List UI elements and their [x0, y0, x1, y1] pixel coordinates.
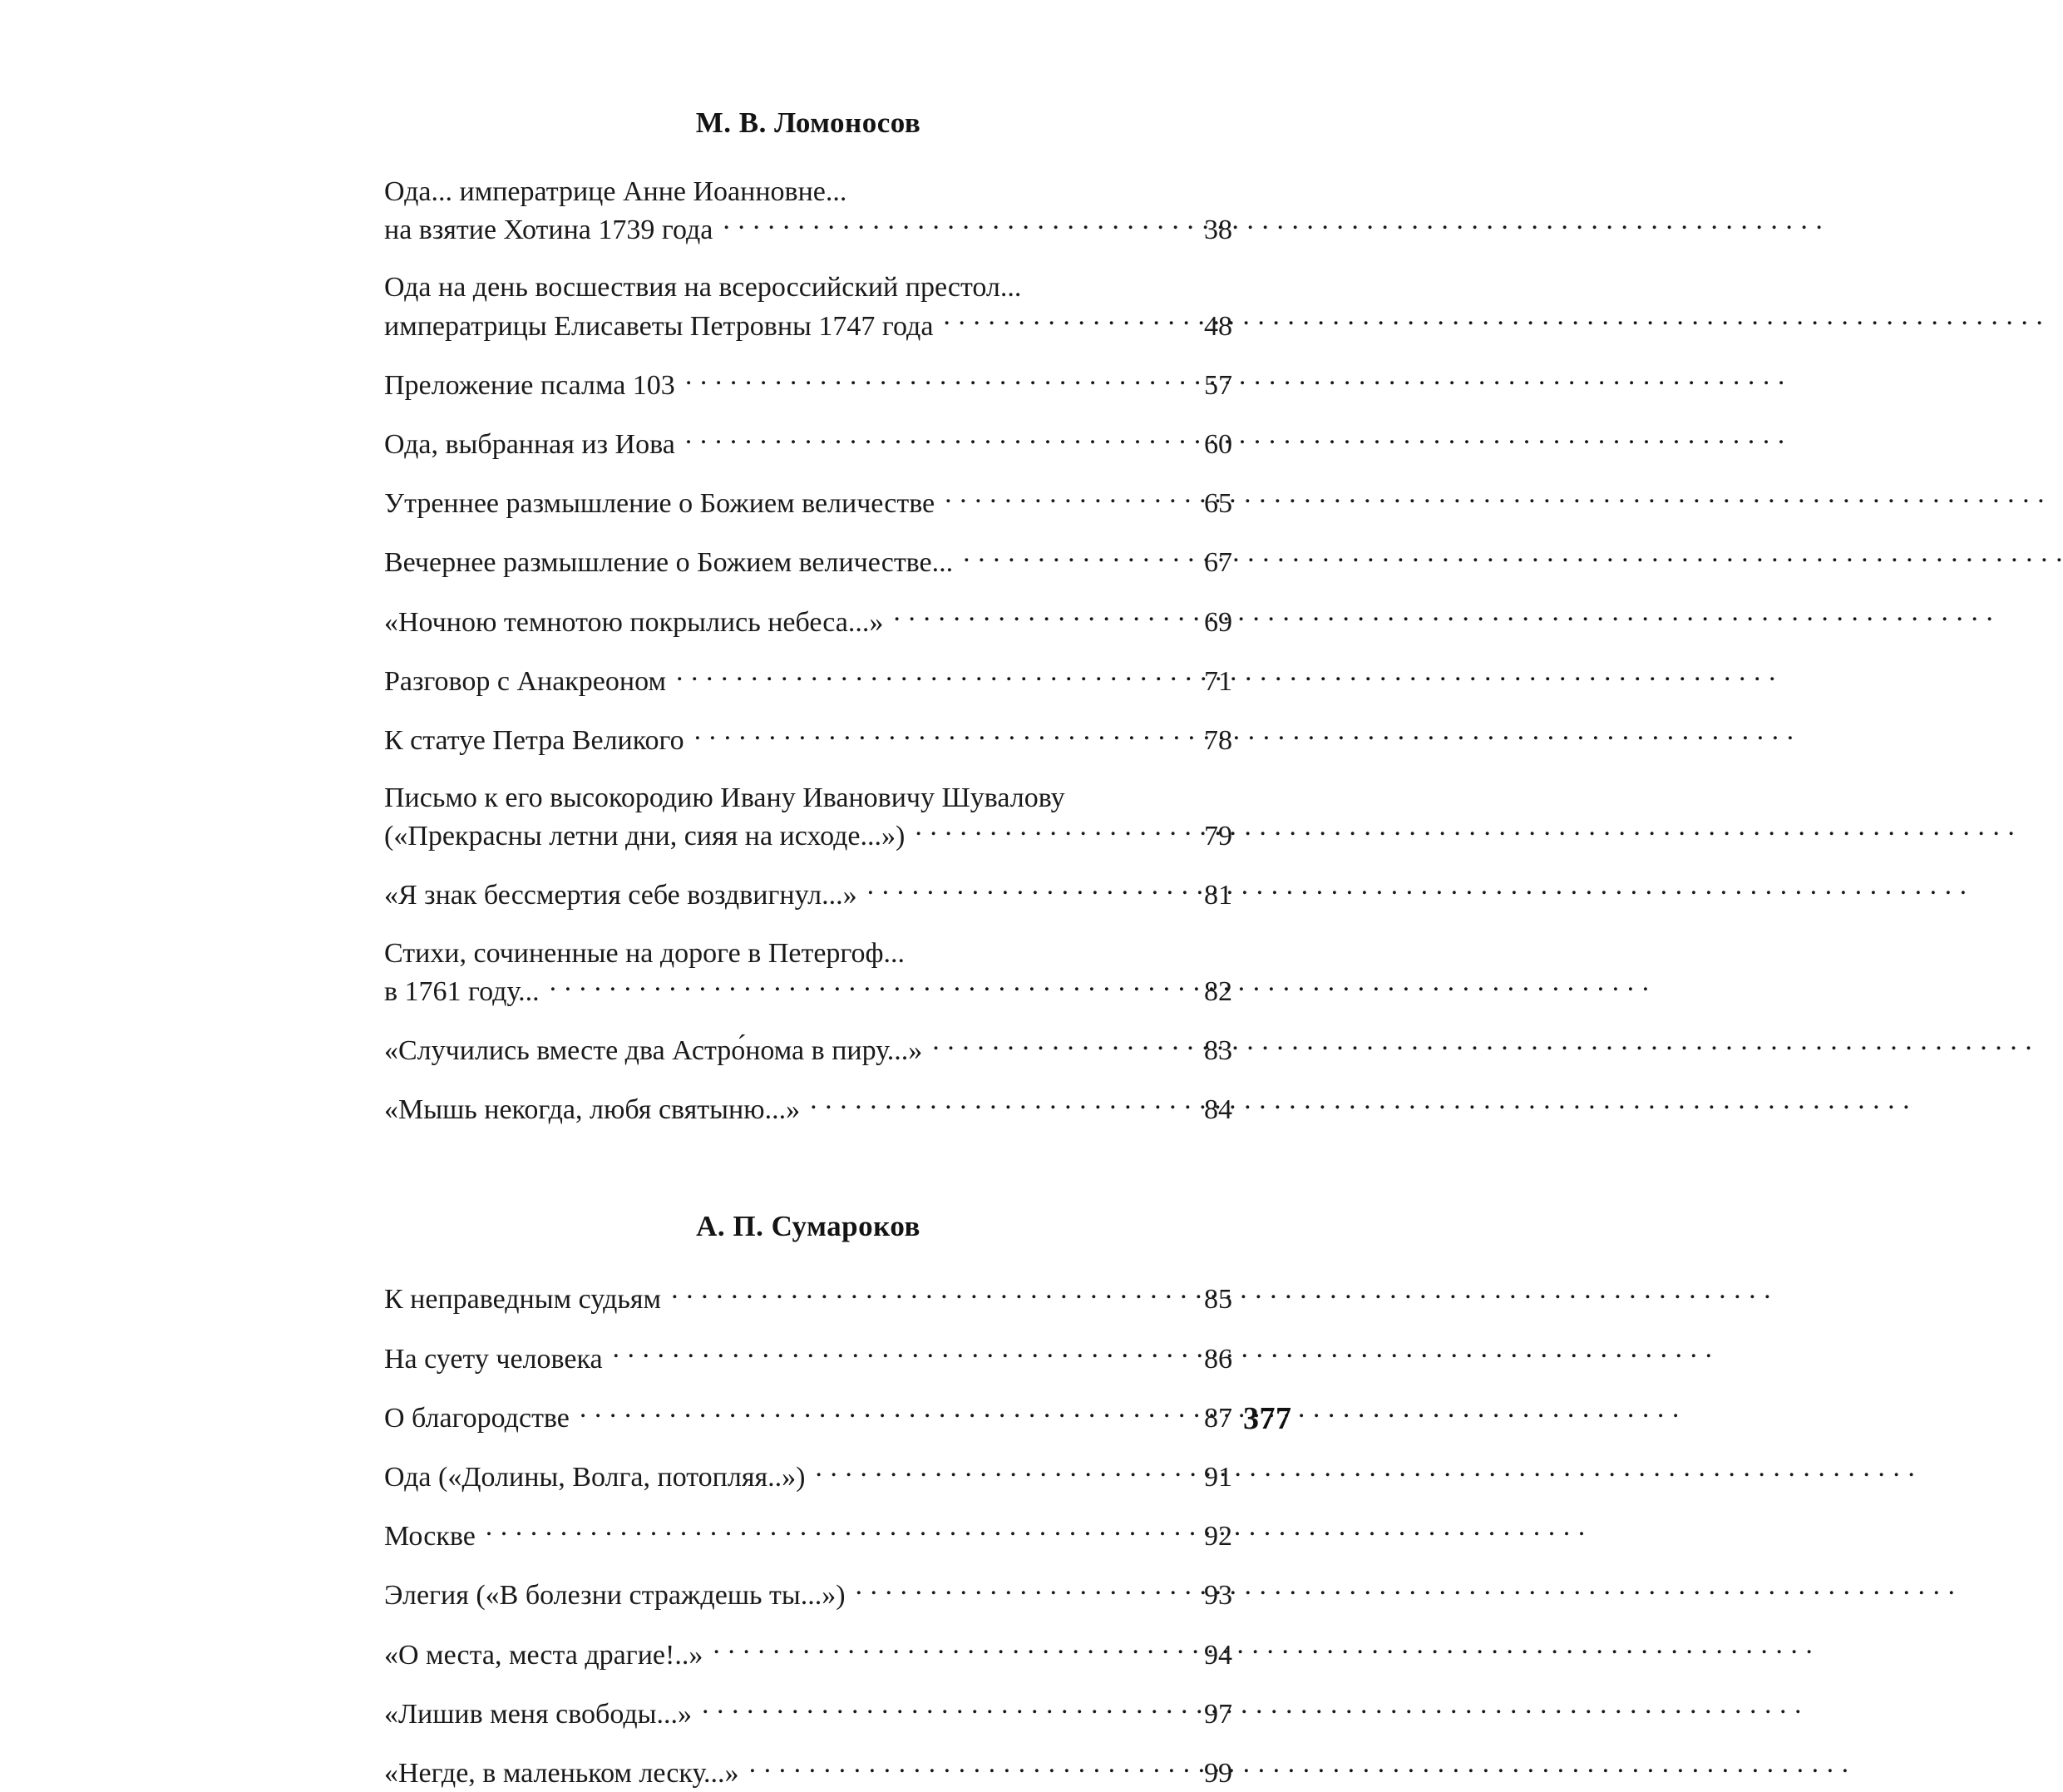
toc-entry[interactable] [384, 543, 1232, 581]
toc-entry[interactable] [384, 1576, 1232, 1614]
toc-entry-row [384, 972, 1232, 1010]
toc-entry-title: «Лишив меня свободы...» [384, 1698, 692, 1730]
toc-entry-row [384, 1754, 1232, 1792]
toc-entry-title: «Я знак бессмертия себе воздвигнул...» [384, 880, 857, 911]
leader-dots [486, 1517, 1172, 1545]
leader-dots [867, 876, 1172, 904]
toc-entry-title: «Мышь некогда, любя святыню...» [384, 1094, 801, 1126]
section-heading-lomonosov: М. В. Ломоносов [695, 106, 921, 139]
toc-entry[interactable] [384, 603, 1232, 641]
leader-dots [963, 543, 1172, 571]
toc-entry[interactable] [384, 174, 1232, 249]
toc-entry-page: 84 [1204, 1094, 1232, 1126]
section-heading-sumarokov: А. П. Сумароков [696, 1210, 920, 1243]
leader-dots [893, 603, 1172, 631]
toc-entry-row [384, 817, 1232, 855]
leader-dots [580, 1399, 1172, 1427]
toc-entry-title: «Случились вместе два Астро́нома в пиру...» [384, 1035, 923, 1066]
toc-entry-page: 79 [1204, 821, 1232, 852]
leader-dots [810, 1090, 1172, 1118]
toc-entry-title: К неправедным судьям [384, 1284, 662, 1316]
toc-entry-page: 86 [1204, 1343, 1232, 1375]
toc-entry[interactable] [384, 876, 1232, 914]
toc-entry-continuation: Ода... императрице Анне Иоанновне... [384, 176, 847, 207]
toc-entry[interactable] [384, 1280, 1232, 1318]
toc-entry[interactable] [384, 1636, 1232, 1674]
toc-entry-continuation: Стихи, сочиненные на дороге в Петергоф... [384, 937, 906, 969]
toc-entry-row [384, 1517, 1232, 1555]
toc-entry-title: Преложение псалма 103 [384, 369, 675, 401]
toc-entry-row [384, 210, 1232, 249]
toc-entry-title: императрицы Елисаветы Петровны 1747 года [384, 310, 934, 342]
toc-entry-title: Ода, выбранная из Иова [384, 428, 675, 460]
toc-entry-page: 60 [1204, 428, 1232, 460]
toc-entry-title: «О места, места драгие!..» [384, 1639, 703, 1671]
toc-entry[interactable] [384, 1754, 1232, 1792]
toc-entry-row [384, 366, 1232, 404]
toc-entry-row [384, 662, 1232, 700]
toc-entry-page: 97 [1204, 1698, 1232, 1730]
leader-dots [671, 1280, 1172, 1308]
toc-entry-title: «Ночною темнотою покрылись небеса...» [384, 606, 884, 638]
leader-dots [685, 366, 1172, 394]
toc-entry-page: 48 [1204, 310, 1232, 342]
toc-entry[interactable] [384, 1340, 1232, 1378]
toc-entry[interactable] [384, 1458, 1232, 1496]
toc-entry[interactable] [384, 484, 1232, 522]
toc-entry-page: 38 [1204, 215, 1232, 246]
toc-entry-row [384, 1090, 1232, 1128]
toc-entry[interactable] [384, 1031, 1232, 1069]
toc-entry-row [384, 721, 1232, 759]
leader-dots [915, 817, 1172, 845]
toc-entry-continuation: Письмо к его высокородию Ивану Ивановичу Шувалову [384, 782, 1065, 814]
toc-entry-page: 81 [1204, 880, 1232, 911]
toc-column [384, 106, 1232, 1792]
toc-entry-row [384, 425, 1232, 463]
leader-dots [713, 1636, 1172, 1664]
toc-entry-page: 87 [1204, 1402, 1232, 1434]
toc-entry-title: Ода («Долины, Волга, потопляя..») [384, 1461, 806, 1493]
toc-entry-page: 99 [1204, 1757, 1232, 1789]
toc-entry-page: 94 [1204, 1639, 1232, 1671]
toc-entry-page: 91 [1204, 1461, 1232, 1493]
leader-dots [945, 484, 1172, 512]
leader-dots [550, 972, 1172, 1000]
toc-entry-title: Разговор с Анакреоном [384, 665, 666, 697]
toc-entry-title: Элегия («В болезни страждешь ты...») [384, 1580, 846, 1612]
toc-entry-page: 57 [1204, 369, 1232, 401]
leader-dots [694, 721, 1172, 749]
toc-entry-title: «Негде, в маленьком леску...» [384, 1757, 739, 1789]
toc-entry-row [384, 1340, 1232, 1378]
toc-entry-list-lomonosov [384, 174, 1232, 1128]
toc-entry-title: О благородстве [384, 1402, 570, 1434]
toc-entry-page: 69 [1204, 606, 1232, 638]
toc-entry-row [384, 876, 1232, 914]
toc-entry-title: Вечернее размышление о Божием величестве... [384, 547, 954, 579]
toc-entry[interactable] [384, 1517, 1232, 1555]
page-folio: 377 [1243, 1401, 1292, 1436]
leader-dots [943, 307, 1172, 335]
toc-entry-row [384, 1636, 1232, 1674]
toc-entry-page: 92 [1204, 1521, 1232, 1553]
toc-entry[interactable] [384, 1399, 1232, 1437]
toc-entry-title: («Прекрасны летни дни, сияя на исходе...») [384, 821, 906, 852]
toc-entry-row [384, 1458, 1232, 1496]
toc-entry[interactable] [384, 935, 1232, 1010]
toc-entry[interactable] [384, 721, 1232, 759]
toc-entry-row [384, 1031, 1232, 1069]
leader-dots [702, 1695, 1172, 1723]
toc-entry-row [384, 1576, 1232, 1614]
toc-entry-page: 85 [1204, 1284, 1232, 1316]
toc-entry[interactable] [384, 780, 1232, 855]
toc-entry[interactable] [384, 366, 1232, 404]
toc-entry-row [384, 1399, 1232, 1437]
toc-entry-page: 67 [1204, 547, 1232, 579]
toc-entry[interactable] [384, 1090, 1232, 1128]
leader-dots [613, 1340, 1172, 1368]
toc-entry-continuation: Ода на день восшествия на всероссийский престол... [384, 272, 1022, 304]
leader-dots [685, 425, 1172, 453]
leader-dots [815, 1458, 1172, 1486]
toc-entry-page: 65 [1204, 488, 1232, 520]
toc-entry-title: на взятие Хотина 1739 года [384, 215, 713, 246]
leader-dots [749, 1754, 1172, 1782]
leader-dots [723, 210, 1172, 239]
leader-dots [676, 662, 1172, 690]
toc-entry-page: 82 [1204, 975, 1232, 1007]
toc-entry-page: 93 [1204, 1580, 1232, 1612]
toc-entry-row [384, 307, 1232, 345]
toc-entry-title: в 1761 году... [384, 975, 540, 1007]
toc-entry[interactable] [384, 662, 1232, 700]
leader-dots [932, 1031, 1172, 1059]
toc-entry-title: Москве [384, 1521, 476, 1553]
toc-entry[interactable] [384, 1695, 1232, 1733]
toc-entry[interactable] [384, 425, 1232, 463]
leader-dots [856, 1576, 1172, 1604]
toc-entry-title: Утреннее размышление о Божием величестве [384, 488, 935, 520]
toc-entry-row [384, 603, 1232, 641]
toc-entry-list-sumarokov [384, 1280, 1232, 1792]
toc-entry-row [384, 484, 1232, 522]
toc-entry-row [384, 543, 1232, 581]
toc-entry-title: К статуе Петра Великого [384, 724, 684, 756]
toc-entry-page: 71 [1204, 665, 1232, 697]
toc-entry-page: 83 [1204, 1035, 1232, 1066]
toc-entry-row [384, 1280, 1232, 1318]
toc-entry[interactable] [384, 269, 1232, 344]
toc-entry-title: На суету человека [384, 1343, 603, 1375]
toc-entry-page: 78 [1204, 724, 1232, 756]
toc-entry-row [384, 1695, 1232, 1733]
